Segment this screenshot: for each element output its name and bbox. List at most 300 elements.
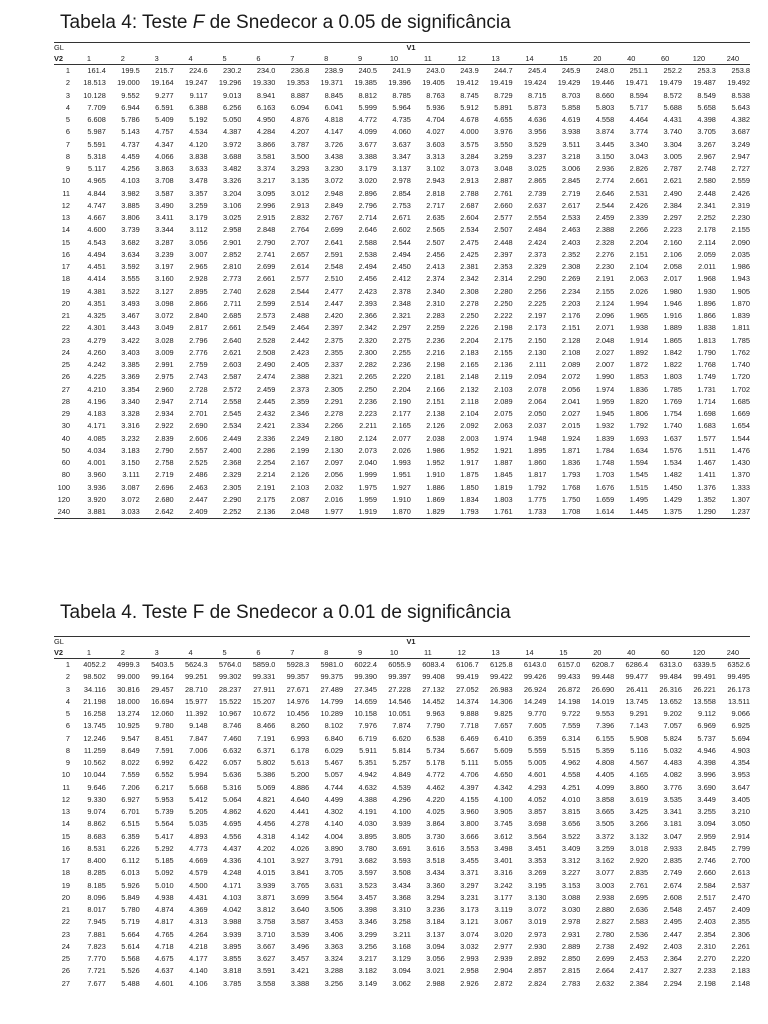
- table-cell: 4.302: [324, 807, 344, 816]
- table-cell: 1.669: [731, 409, 750, 418]
- table-cell: 2.297: [663, 213, 683, 222]
- table-cell: 10.158: [354, 709, 378, 718]
- table-row: [54, 769, 750, 781]
- table-cell: 2.150: [527, 335, 547, 345]
- table-cell: 99.477: [625, 672, 649, 682]
- table-cell: 3.564: [527, 831, 547, 841]
- column-header: 8: [309, 53, 343, 65]
- table-cell: 2.165: [392, 421, 411, 431]
- table-cell: 4.808: [595, 758, 615, 767]
- table-header-group: [54, 43, 750, 54]
- table-cell: 1.768: [561, 482, 581, 492]
- table-cell: 2.211: [359, 421, 378, 431]
- table-cell: 2.453: [629, 954, 649, 963]
- row-label: 8: [65, 151, 70, 161]
- table-cell: 2.685: [222, 311, 242, 320]
- table-cell: 3.895: [222, 941, 242, 951]
- table-cell: 5.908: [629, 733, 649, 743]
- table-cell: 7.718: [460, 721, 479, 731]
- table-cell: 3.508: [392, 868, 411, 878]
- table-cell: 2.889: [561, 941, 581, 951]
- table-cell: 3.411: [155, 213, 174, 222]
- column-header: 7: [275, 647, 309, 659]
- table-cell: 5.658: [697, 102, 716, 112]
- table-cell: 6106.7: [456, 660, 479, 669]
- table-cell: 3.920: [87, 494, 106, 504]
- table-cell: 5.688: [663, 102, 683, 112]
- table-cell: 3.316: [494, 868, 513, 878]
- table-cell: 2.534: [222, 421, 242, 431]
- table-cell: 2.355: [324, 347, 344, 357]
- table-cell: 4.817: [155, 917, 174, 927]
- table-cell: 19.330: [252, 78, 276, 88]
- table-cell: 3.012: [290, 188, 310, 198]
- table-cell: 2.617: [561, 200, 581, 210]
- table-cell: 5.386: [256, 770, 276, 780]
- table-cell: 5.564: [155, 819, 174, 829]
- table-cell: 2.359: [290, 396, 310, 406]
- table-cell: 2.991: [155, 360, 174, 369]
- table-row: [54, 237, 750, 249]
- table-cell: 4.140: [189, 966, 208, 976]
- table-cell: 5.802: [256, 758, 276, 767]
- table-cell: 2.364: [663, 954, 683, 963]
- column-header: 11: [411, 53, 445, 65]
- table-cell: 245.4: [527, 66, 547, 75]
- table-cell: 2.016: [324, 494, 344, 504]
- table-cell: 2.148: [731, 978, 750, 988]
- table-cell: 4.034: [87, 445, 106, 455]
- table-cell: 2.409: [189, 507, 208, 516]
- table-cell: 2.151: [561, 323, 581, 333]
- table-cell: 2.306: [731, 929, 750, 939]
- table-cell: 2.119: [494, 372, 513, 382]
- table-row: [54, 163, 750, 175]
- table-cell: 19.429: [557, 78, 581, 88]
- table-cell: 3.939: [222, 929, 242, 939]
- table-cell: 29.457: [151, 684, 174, 694]
- table-cell: 4.242: [87, 360, 106, 369]
- row-label: 27: [61, 978, 70, 988]
- table-row: [54, 371, 750, 383]
- table-cell: 3.710: [256, 929, 276, 939]
- table-cell: 2.266: [324, 421, 344, 431]
- table-cell: 2.548: [663, 905, 683, 914]
- table-cell: 2.308: [561, 262, 581, 271]
- table-cell: 9.722: [561, 709, 581, 718]
- table-cell: 7.677: [87, 978, 106, 988]
- table-cell: 1.614: [595, 507, 615, 516]
- table-cell: 8.941: [256, 90, 276, 100]
- table-cell: 4.601: [527, 770, 547, 780]
- table-cell: 3.340: [121, 396, 140, 406]
- table-cell: 9.112: [697, 709, 716, 718]
- table-cell: 1.813: [697, 335, 716, 345]
- table-cell: 3.699: [290, 892, 310, 902]
- table-cell: 4.264: [189, 929, 208, 939]
- table-cell: 3.398: [358, 905, 378, 914]
- table-cell: 4.318: [256, 831, 276, 841]
- table-cell: 2.336: [256, 433, 276, 443]
- table-cell: 8.466: [256, 721, 276, 731]
- table-cell: 3.401: [494, 856, 513, 865]
- table-cell: 99.419: [456, 672, 479, 682]
- table-cell: 1.750: [561, 494, 581, 504]
- table-cell: 5.734: [426, 745, 445, 755]
- row-label: 80: [61, 470, 70, 480]
- table-cell: 18.513: [83, 78, 106, 88]
- table-cell: 3.353: [527, 856, 547, 865]
- table-cell: 1.768: [697, 360, 716, 369]
- table-cell: 2.660: [494, 200, 513, 210]
- table-cell: 7.396: [595, 721, 615, 731]
- table-cell: 1.980: [663, 286, 683, 296]
- row-label: 15: [61, 237, 70, 247]
- table-cell: 8.017: [87, 905, 106, 914]
- table-cell: 5.609: [494, 745, 513, 755]
- table-cell: 2.447: [189, 494, 208, 504]
- row-label: 12: [61, 200, 70, 210]
- table-cell: 253.8: [731, 66, 750, 75]
- table-cell: 2.470: [731, 892, 750, 902]
- table-cell: 4.220: [426, 794, 445, 804]
- table-cell: 4.397: [460, 782, 479, 792]
- table-cell: 7.945: [87, 917, 106, 927]
- row-label: 60: [61, 458, 70, 467]
- table-cell: 2.931: [561, 929, 581, 939]
- table-cell: 1.375: [663, 507, 683, 516]
- table-cell: 3.231: [460, 892, 479, 902]
- table-cell: 2.254: [256, 458, 276, 467]
- table-cell: 7.460: [222, 733, 242, 743]
- table-cell: 2.442: [290, 335, 310, 345]
- table-cell: 2.717: [426, 200, 445, 210]
- table-cell: 3.072: [121, 494, 140, 504]
- table-cell: 2.640: [222, 335, 242, 345]
- table-cell: 2.420: [324, 311, 344, 320]
- table-cell: 2.904: [494, 966, 513, 976]
- table-cell: 3.619: [629, 794, 649, 804]
- table-body: [54, 659, 750, 990]
- table-cell: 3.019: [527, 917, 547, 927]
- table-cell: 4.207: [290, 127, 310, 137]
- table-cell: 4.260: [87, 347, 106, 357]
- table-cell: 2.130: [324, 445, 344, 455]
- table-cell: 2.027: [595, 347, 615, 357]
- table-cell: 1.938: [629, 323, 649, 333]
- table-cell: 10.672: [252, 709, 276, 718]
- table-cell: 19.471: [625, 78, 649, 88]
- table-cell: 2.352: [561, 249, 581, 259]
- table-cell: 6125.8: [489, 660, 513, 669]
- table-cell: 3.197: [155, 262, 174, 271]
- table-cell: 5.092: [155, 868, 174, 878]
- table-cell: 2.602: [392, 225, 411, 235]
- table-cell: 3.344: [155, 225, 174, 235]
- table-cell: 1.921: [494, 445, 513, 455]
- table-cell: 3.776: [663, 782, 683, 792]
- table-cell: 3.127: [155, 286, 174, 296]
- table-cell: 1.875: [460, 470, 479, 480]
- table-cell: 1.959: [358, 494, 378, 504]
- table-cell: 7.006: [189, 745, 208, 755]
- table-cell: 3.047: [663, 831, 683, 841]
- table-cell: 19.487: [693, 78, 716, 88]
- table-cell: 15.207: [252, 696, 276, 706]
- column-header: 120: [682, 647, 716, 659]
- table-cell: 4.876: [290, 115, 310, 124]
- table-cell: 3.881: [87, 507, 106, 516]
- table-cell: 2.464: [290, 323, 310, 333]
- table-cell: 2.901: [222, 237, 242, 247]
- table-cell: 252.2: [663, 66, 683, 75]
- table-cell: 3.249: [731, 139, 750, 149]
- table-cell: 14.306: [489, 696, 513, 706]
- table-cell: 1.495: [629, 494, 649, 504]
- table-cell: 3.266: [629, 819, 649, 829]
- table-cell: 2.608: [663, 892, 683, 902]
- table-cell: 16.694: [151, 696, 174, 706]
- table-cell: 4.210: [87, 384, 106, 394]
- table-cell: 3.239: [155, 249, 174, 259]
- table-cell: 2.300: [358, 347, 378, 357]
- table-cell: 7.559: [121, 770, 140, 780]
- table-cell: 1.994: [629, 298, 649, 308]
- table-cell: 2.220: [392, 372, 411, 382]
- table-cell: 2.136: [256, 507, 276, 516]
- table-cell: 34.116: [83, 684, 106, 694]
- table-cell: 3.982: [121, 188, 140, 198]
- table-cell: 5.613: [290, 758, 310, 767]
- table-cell: 3.294: [426, 892, 445, 902]
- table-cell: 5.964: [392, 102, 411, 112]
- table-row: [54, 745, 750, 757]
- table-cell: 3.522: [561, 831, 581, 841]
- table-cell: 2.291: [324, 396, 344, 406]
- table-cell: 8.096: [87, 892, 106, 902]
- table-cell: 2.089: [494, 396, 513, 406]
- table-cell: 4.938: [155, 892, 174, 902]
- table-cell: 2.958: [222, 225, 242, 235]
- table-cell: 4.165: [629, 770, 649, 780]
- table-cell: 3.149: [358, 978, 378, 988]
- table-cell: 1.577: [697, 433, 716, 443]
- table-cell: 2.111: [529, 360, 547, 369]
- table-cell: 4.026: [290, 843, 310, 853]
- table-cell: 4.632: [358, 782, 378, 792]
- table-cell: 3.236: [426, 905, 445, 914]
- table-cell: 13.745: [625, 696, 649, 706]
- table-cell: 99.448: [591, 672, 615, 682]
- table-cell: 4.675: [155, 954, 174, 963]
- table-cell: 2.565: [426, 225, 445, 235]
- table-cell: 3.111: [122, 470, 140, 480]
- table-cell: 1.842: [663, 347, 683, 357]
- table-cell: 2.695: [629, 892, 649, 902]
- table-cell: 2.727: [731, 164, 750, 173]
- table-cell: 3.340: [629, 139, 649, 149]
- table-cell: 4.004: [324, 831, 344, 841]
- table-cell: 3.758: [256, 917, 276, 927]
- table-cell: 1.924: [561, 433, 581, 443]
- table-cell: 5.786: [121, 115, 140, 124]
- column-header-row: [54, 647, 750, 659]
- table-cell: 2.714: [358, 213, 378, 222]
- table-cell: 2.753: [392, 200, 411, 210]
- row-label: 22: [61, 917, 70, 927]
- table-cell: 2.026: [392, 445, 411, 455]
- table-cell: 2.580: [697, 176, 716, 186]
- row-label: 18: [61, 868, 70, 878]
- table-cell: 2.388: [290, 372, 310, 382]
- table-cell: 2.397: [324, 323, 344, 333]
- row-label: 19: [61, 880, 70, 890]
- table-cell: 2.544: [392, 237, 411, 247]
- table-cell: 2.642: [155, 507, 174, 516]
- table-cell: 1.637: [663, 433, 683, 443]
- table-cell: 4.042: [222, 905, 242, 914]
- table-cell: 1.467: [697, 458, 716, 467]
- table-cell: 5.257: [392, 758, 411, 767]
- table-cell: 2.854: [392, 188, 411, 198]
- table-cell: 7.881: [87, 929, 106, 939]
- table-cell: 3.705: [697, 127, 716, 137]
- table-cell: 3.855: [222, 954, 242, 963]
- column-header: 40: [614, 53, 648, 65]
- table-cell: 3.805: [392, 831, 411, 841]
- table-cell: 1.237: [731, 507, 750, 516]
- table-cell: 99.390: [354, 672, 378, 682]
- table-cell: 2.270: [697, 954, 716, 963]
- table-cell: 4.106: [189, 978, 208, 988]
- table-cell: 1.968: [697, 274, 716, 284]
- table-cell: 3.102: [426, 164, 445, 173]
- table-row: [54, 114, 750, 126]
- table-cell: 5.803: [595, 102, 615, 112]
- table-cell: 10.128: [83, 90, 106, 100]
- table-row: [54, 892, 750, 904]
- table-cell: 2.234: [561, 286, 581, 296]
- table-cell: 2.557: [189, 445, 208, 455]
- table-cell: 6.359: [527, 733, 547, 743]
- table-cell: 1.370: [731, 470, 750, 480]
- row-label: 11: [62, 188, 70, 198]
- table-cell: 4.772: [426, 770, 445, 780]
- table-cell: 3.153: [561, 880, 581, 890]
- column-header: 2: [106, 647, 140, 659]
- table-cell: 4.296: [392, 794, 411, 804]
- table-cell: 2.097: [324, 458, 344, 467]
- row-label: 240: [57, 507, 70, 516]
- table-cell: 5.719: [121, 917, 140, 927]
- table-cell: 3.698: [527, 819, 547, 829]
- table-cell: 2.310: [426, 298, 445, 308]
- table-cell: 5.055: [494, 758, 513, 767]
- table-cell: 5.568: [121, 954, 140, 963]
- table-cell: 1.822: [663, 360, 683, 369]
- table-cell: 2.839: [155, 433, 174, 443]
- table-cell: 5624.3: [184, 660, 208, 669]
- table-cell: 2.321: [392, 311, 411, 320]
- table-cell: 9.066: [731, 709, 750, 718]
- table-cell: 3.785: [222, 978, 242, 988]
- table-cell: 3.160: [155, 274, 174, 284]
- table-cell: 2.265: [358, 372, 378, 382]
- table-cell: 3.074: [460, 929, 479, 939]
- table-cell: 2.988: [426, 978, 445, 988]
- table-cell: 2.375: [324, 335, 344, 345]
- table-cell: 99.251: [184, 672, 208, 682]
- table-cell: 2.223: [663, 225, 683, 235]
- table-cell: 236.8: [290, 66, 310, 75]
- table-cell: 6352.6: [727, 660, 750, 669]
- table-cell: 9.552: [121, 90, 140, 100]
- table-cell: 1.952: [460, 445, 479, 455]
- table-cell: 3.310: [392, 905, 411, 914]
- table-cell: 2.641: [324, 237, 344, 247]
- table-cell: 5.205: [189, 807, 208, 816]
- table-cell: 2.280: [494, 286, 513, 296]
- table-cell: 2.226: [460, 323, 479, 333]
- table-cell: 4.669: [189, 856, 208, 865]
- table-cell: 2.780: [595, 929, 615, 939]
- table-cell: 2.329: [222, 470, 242, 480]
- table-cell: 7.721: [87, 966, 106, 976]
- row-label: 4: [65, 696, 70, 706]
- table-row: [54, 720, 750, 732]
- table-cell: 6.993: [290, 733, 310, 743]
- column-header: 6: [241, 53, 275, 65]
- table-cell: 2.220: [731, 954, 750, 963]
- table-cell: 2.748: [697, 164, 716, 173]
- table-cell: 27.052: [456, 684, 479, 694]
- table-cell: 3.434: [426, 868, 445, 878]
- table-cell: 4.256: [121, 164, 140, 173]
- table-row: [54, 671, 750, 683]
- table-cell: 2.118: [460, 396, 479, 406]
- table-cell: 3.634: [121, 249, 140, 259]
- table-cell: 2.758: [155, 458, 174, 467]
- table-cell: 2.711: [223, 298, 242, 308]
- table-cell: 6143.0: [523, 660, 547, 669]
- table-cell: 2.040: [358, 458, 378, 467]
- table-cell: 10.967: [218, 709, 242, 718]
- table-cell: 99.397: [388, 672, 411, 682]
- table-cell: 2.746: [697, 856, 716, 865]
- table-cell: 2.764: [290, 225, 310, 235]
- table-cell: 4.284: [256, 127, 276, 137]
- column-header: 6: [241, 647, 275, 659]
- table-cell: 4.462: [426, 782, 445, 792]
- table-cell: 3.056: [426, 954, 445, 963]
- table-cell: 5.359: [595, 745, 615, 755]
- table-cell: 3.168: [392, 941, 411, 951]
- table-cell: 3.030: [561, 905, 581, 914]
- table-cell: 3.150: [121, 458, 140, 467]
- table-cell: 2.577: [494, 213, 513, 222]
- table-cell: 6.256: [222, 102, 242, 112]
- table-cell: 6.969: [697, 721, 716, 731]
- table-cell: 4.893: [189, 831, 208, 841]
- table-cell: 3.043: [629, 151, 649, 161]
- table-cell: 1.927: [392, 482, 411, 492]
- table-cell: 2.092: [460, 421, 479, 431]
- table-cell: 4.120: [189, 139, 208, 149]
- table-cell: 1.634: [629, 445, 649, 455]
- table-cell: 3.094: [697, 819, 716, 829]
- table-cell: 5.858: [561, 102, 581, 112]
- table-cell: 3.025: [222, 213, 242, 222]
